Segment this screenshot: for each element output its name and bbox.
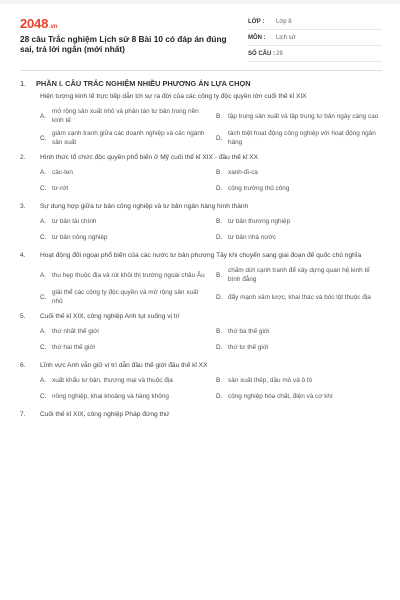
option-text: giải thể các công ty độc quyền và mở rộng sản xuất nhỏ xyxy=(52,289,199,305)
meta-key: LỚP : xyxy=(248,18,265,25)
meta-row-class xyxy=(248,14,382,30)
option-letter: D. xyxy=(216,185,223,192)
question-2 xyxy=(20,153,382,198)
option-letter: D. xyxy=(216,234,223,241)
meta-row-count xyxy=(248,46,382,62)
option-d[interactable] xyxy=(216,341,382,357)
section-heading xyxy=(20,76,382,90)
question-5-options xyxy=(20,325,382,357)
option-text: giảm cạnh tranh giữa các doanh nghiệp và các ngành sản xuất xyxy=(52,130,205,146)
meta-value: 28 xyxy=(276,50,283,57)
question-number: 7. xyxy=(20,411,26,418)
question-5 xyxy=(20,312,382,357)
option-letter: B. xyxy=(216,271,223,279)
option-d[interactable] xyxy=(216,231,382,247)
option-text: thứ ba thế giới xyxy=(228,328,270,335)
option-letter: A. xyxy=(40,377,47,384)
option-d[interactable] xyxy=(216,390,382,406)
question-number: 6. xyxy=(20,362,26,369)
option-c[interactable] xyxy=(40,127,206,149)
option-text: thứ tư thế giới xyxy=(228,344,269,351)
option-letter: A. xyxy=(40,328,47,335)
option-letter: C. xyxy=(40,185,47,192)
option-a[interactable] xyxy=(40,374,206,390)
option-c[interactable] xyxy=(40,286,206,308)
option-text: xuất khẩu tư bản, thương mại và thuộc địa xyxy=(52,377,173,384)
option-b[interactable] xyxy=(216,105,382,127)
option-text: các-ten xyxy=(52,169,73,176)
document-header xyxy=(20,8,382,68)
option-d[interactable] xyxy=(216,127,382,149)
question-number: 3. xyxy=(20,203,26,210)
option-text: thu hẹp thuộc địa và rút khỏi thị trường ngoài châu Âu xyxy=(52,271,205,279)
question-2-options xyxy=(20,166,382,198)
option-a[interactable] xyxy=(40,325,206,341)
logo-text: 2048 xyxy=(20,16,49,31)
option-letter: C. xyxy=(40,134,47,142)
question-text: Hình thức tổ chức độc quyền phổ biến ở Mỹ cuối thế kỉ XIX - đầu thế kỉ XX xyxy=(40,154,259,161)
option-letter: C. xyxy=(40,293,47,301)
option-text: đẩy mạnh xâm lược, khai thác và bóc lột thuộc địa xyxy=(228,293,371,301)
option-letter: D. xyxy=(216,134,223,142)
option-a[interactable] xyxy=(40,215,206,231)
option-b[interactable] xyxy=(216,215,382,231)
question-4-head xyxy=(20,251,382,260)
option-a[interactable] xyxy=(40,166,206,182)
question-4-options xyxy=(20,264,382,308)
option-b[interactable] xyxy=(216,264,382,286)
option-text: tư bản thương nghiệp xyxy=(228,218,291,225)
question-text: Cuối thế kỉ XIX, công nghiệp Pháp đứng thứ xyxy=(40,411,170,418)
question-3-options xyxy=(20,215,382,247)
meta-value: Lịch sử xyxy=(276,34,296,41)
question-3-head xyxy=(20,202,382,211)
option-b[interactable] xyxy=(216,166,382,182)
option-d[interactable] xyxy=(216,286,382,308)
question-7 xyxy=(20,410,382,419)
option-letter: D. xyxy=(216,393,223,400)
question-text: Cuối thế kỉ XIX, công nghiệp Anh tụt xuống vị trí xyxy=(40,313,180,320)
option-letter: C. xyxy=(40,344,47,351)
option-letter: A. xyxy=(40,218,47,225)
logo-suffix: .vn xyxy=(49,24,58,30)
option-b[interactable] xyxy=(216,325,382,341)
option-text: tơ-rớt xyxy=(52,185,69,192)
option-text: sản xuất thép, dầu mỏ và ô tô xyxy=(228,377,313,384)
option-letter: B. xyxy=(216,169,223,176)
question-3 xyxy=(20,202,382,247)
option-text: tư bản tài chính xyxy=(52,218,97,225)
site-logo[interactable] xyxy=(20,16,57,31)
option-letter: D. xyxy=(216,293,223,301)
option-letter: B. xyxy=(216,218,223,225)
option-c[interactable] xyxy=(40,341,206,357)
option-letter: C. xyxy=(40,393,47,400)
question-text: Lĩnh vực Anh vẫn giữ vị trí dẫn đầu thế giới đầu thế kỉ XX xyxy=(40,362,208,369)
option-text: công trường thủ công xyxy=(228,185,290,192)
question-number: 4. xyxy=(20,252,26,259)
option-text: tư bản nhà nước xyxy=(228,234,276,241)
document-title: 28 câu Trắc nghiệm Lịch sử 8 Bài 10 có đáp án đúng sai, trả lời ngắn (mới nhất) xyxy=(20,34,227,54)
option-text: nông nghiệp, khai khoáng và hàng không xyxy=(52,393,169,400)
question-text: Sự dung hợp giữa tư bản công nghiệp và tư bản ngân hàng hình thành xyxy=(40,203,249,210)
meta-row-subject xyxy=(248,30,382,46)
meta-value: Lớp 8 xyxy=(276,18,292,25)
option-letter: C. xyxy=(40,234,47,241)
option-text: công nghiệp hóa chất, điện và cơ khí xyxy=(228,393,333,400)
question-1-options xyxy=(20,105,382,149)
meta-key: SỐ CÂU : xyxy=(248,50,275,57)
option-c[interactable] xyxy=(40,390,206,406)
section-title: PHẦN I. CÂU TRẮC NGHIỆM NHIỀU PHƯƠNG ÁN LỰA CHỌN xyxy=(36,78,251,88)
question-list xyxy=(20,76,382,419)
option-text: tách biệt hoạt động công nghiệp với hoạt động ngân hàng xyxy=(228,130,376,146)
option-text: thứ hai thế giới xyxy=(52,344,95,351)
option-letter: A. xyxy=(40,169,47,176)
option-text: thứ nhất thế giới xyxy=(52,328,99,335)
question-1-text: Hiện tượng kinh tế trực tiếp dẫn tới sự ra đời của các công ty độc quyền lớn cuối thế kỉ XIX xyxy=(40,93,307,100)
question-4 xyxy=(20,251,382,308)
option-a[interactable] xyxy=(40,264,206,286)
section-number: 1. xyxy=(20,78,27,88)
option-a[interactable] xyxy=(40,105,206,127)
option-letter: B. xyxy=(216,112,223,120)
option-text: mở rộng sản xuất nhỏ và phân tán tư bản trong nền kinh tế xyxy=(52,108,199,124)
option-b[interactable] xyxy=(216,374,382,390)
meta-key: MÔN : xyxy=(248,34,266,41)
option-c[interactable] xyxy=(40,182,206,198)
option-letter: D. xyxy=(216,344,223,351)
question-5-head xyxy=(20,312,382,321)
top-bar xyxy=(0,0,400,4)
option-text: xanh-đi-ca xyxy=(228,169,258,176)
option-text: chấm dứt cạnh tranh để xây dựng quan hệ kinh tế bình đẳng xyxy=(228,267,370,283)
option-text: tư bản nông nghiệp xyxy=(52,234,108,241)
option-c[interactable] xyxy=(40,231,206,247)
question-6-head xyxy=(20,361,382,370)
question-number: 2. xyxy=(20,154,26,161)
option-d[interactable] xyxy=(216,182,382,198)
option-letter: B. xyxy=(216,377,223,384)
option-text: tập trung sản xuất và tập trung tư bản ngày càng cao xyxy=(228,112,379,120)
question-6-options xyxy=(20,374,382,406)
option-letter: A. xyxy=(40,271,47,279)
question-text: Hoạt động đối ngoại phổ biến của các nước tư bản phương Tây khi chuyển sang giai đoạn đế quốc chủ nghĩa xyxy=(40,252,362,259)
question-7-head xyxy=(20,410,382,419)
document-meta xyxy=(248,14,382,62)
question-number: 5. xyxy=(20,313,26,320)
option-letter: B. xyxy=(216,328,223,335)
header-divider xyxy=(20,70,382,71)
option-letter: A. xyxy=(40,112,47,120)
question-2-head xyxy=(20,153,382,162)
question-6 xyxy=(20,361,382,406)
